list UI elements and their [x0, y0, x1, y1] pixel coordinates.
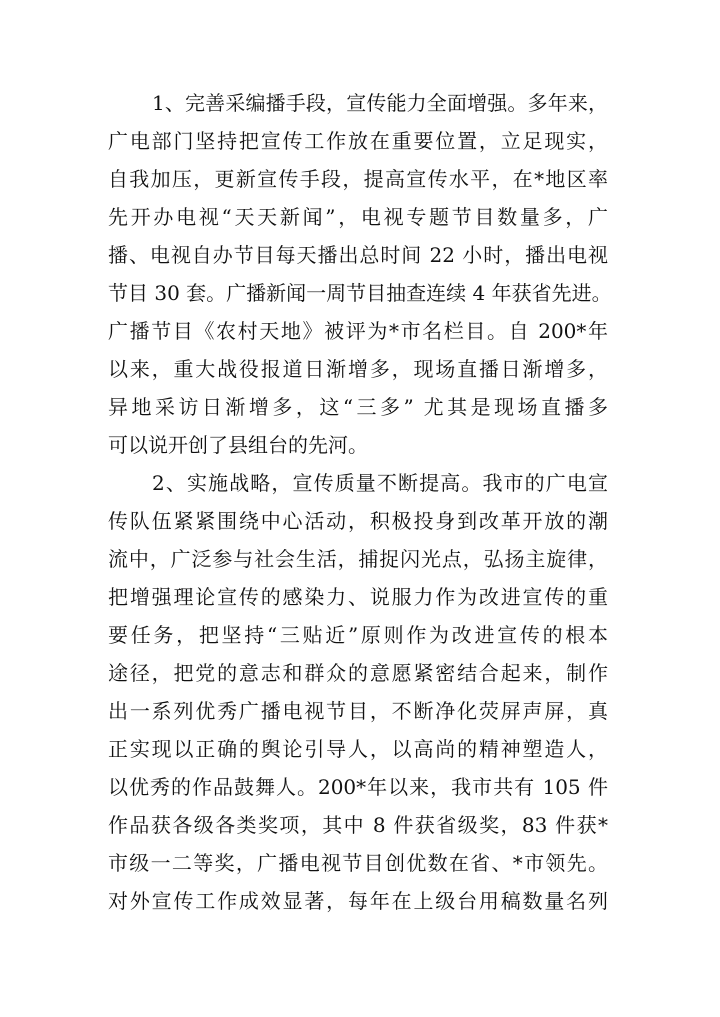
paragraph-line: 可以说开创了县组台的先河。: [108, 433, 368, 457]
paragraph-line: 正实现以正确的舆论引导人，以高尚的精神塑造人，: [108, 737, 608, 761]
paragraph-1: [108, 84, 612, 464]
paragraph-line: 作品获各级各类奖项，其中 8 件获省级奖，83 件获*: [108, 813, 608, 837]
paragraph-line: 1、完善采编播手段，宣传能力全面增强。多年来，: [152, 91, 608, 115]
paragraph-line: 广电部门坚持把宣传工作放在重要位置，立足现实，: [108, 129, 608, 153]
paragraph-line: 广播节目《农村天地》被评为*市名栏目。自 200*年: [108, 319, 608, 343]
paragraph-line: 流中，广泛参与社会生活，捕捉闪光点，弘扬主旋律，: [108, 547, 608, 571]
document-body: [108, 84, 612, 920]
paragraph-line: 要任务，把坚持“三贴近”原则作为改进宣传的根本: [108, 623, 608, 647]
paragraph-line: 对外宣传工作成效显著，每年在上级台用稿数量名列: [108, 889, 608, 913]
paragraph-line: 2、实施战略，宣传质量不断提高。我市的广电宣: [152, 471, 608, 495]
paragraph-line: 途径，把党的意志和群众的意愿紧密结合起来，制作: [108, 661, 608, 685]
paragraph-line: 市级一二等奖，广播电视节目创优数在省、*市领先。: [108, 851, 608, 875]
paragraph-line: 出一系列优秀广播电视节目，不断净化荧屏声屏，真: [108, 699, 608, 723]
paragraph-line: 播、电视自办节目每天播出总时间 22 小时，播出电视: [108, 243, 608, 267]
paragraph-2: [108, 464, 608, 920]
paragraph-line: 以来，重大战役报道日渐增多，现场直播日渐增多，: [108, 357, 608, 381]
paragraph-line: 自我加压，更新宣传手段，提高宣传水平，在*地区率: [108, 167, 608, 191]
paragraph-line: 异地采访日渐增多，这“三多” 尤其是现场直播多: [108, 395, 608, 419]
paragraph-line: 以优秀的作品鼓舞人。200*年以来，我市共有 105 件: [108, 775, 608, 799]
paragraph-line: 把增强理论宣传的感染力、说服力作为改进宣传的重: [108, 585, 608, 609]
paragraph-line: 先开办电视“天天新闻”，电视专题节目数量多，广: [108, 205, 608, 229]
paragraph-line: 节目 30 套。广播新闻一周节目抽查连续 4 年获省先进。: [108, 281, 612, 305]
paragraph-line: 传队伍紧紧围绕中心活动，积极投身到改革开放的潮: [108, 509, 608, 533]
